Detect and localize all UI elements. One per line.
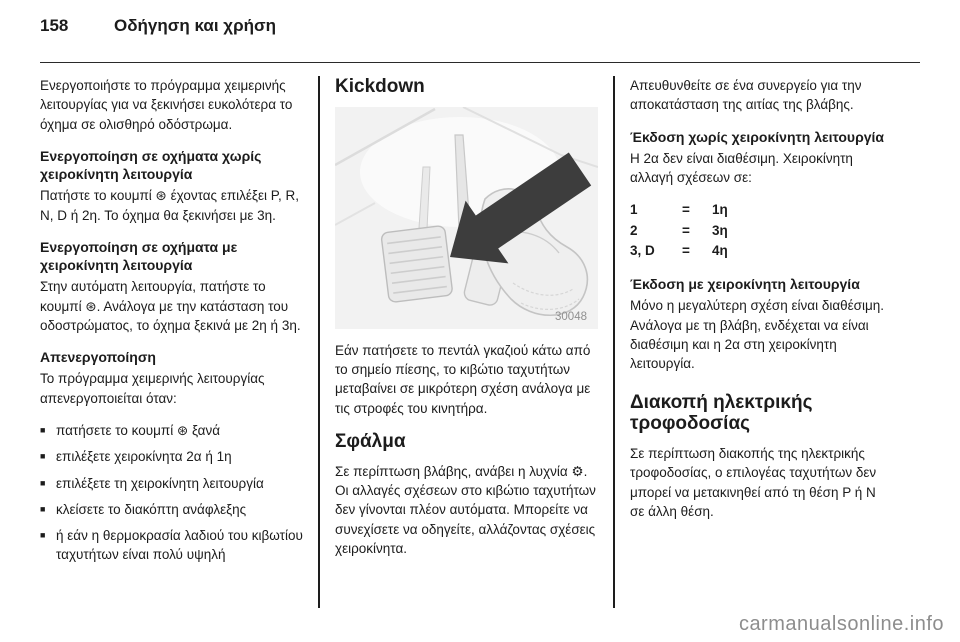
- column-kickdown: [335, 76, 598, 608]
- column-fault-details: [630, 76, 893, 608]
- list-item: [40, 500, 303, 519]
- gear-mapping-table: [630, 200, 893, 261]
- heading-deactivation: Απενεργοποίηση: [40, 349, 156, 366]
- gear-value: 1η: [712, 202, 728, 218]
- selector-position: 1: [630, 202, 638, 218]
- column-divider: [318, 76, 320, 608]
- deactivation-bullet-list: [40, 421, 303, 565]
- square-bullet-icon: ■: [40, 503, 46, 514]
- list-item: [40, 447, 303, 466]
- heading-version-without-manual: Έκδοση χωρίς χειροκίνητη λειτουργία: [630, 128, 885, 145]
- version-without-manual-paragraph: Η 2α δεν είναι διαθέσιμη. Χειροκίνητη αλλαγή σχέσεων σε:: [630, 150, 853, 186]
- equals-sign: =: [682, 222, 690, 238]
- heading-fault: Σφάλμα: [335, 431, 406, 453]
- heading-power-interruption: Διακοπή ηλεκτρικής τροφοδοσίας: [630, 391, 813, 435]
- selector-position: 3, D: [630, 242, 655, 258]
- gear-value: 4η: [712, 242, 728, 258]
- page-number: 158: [40, 16, 69, 35]
- table-row: [630, 200, 893, 220]
- service-paragraph: Απευθυνθείτε σε ένα συνεργείο για την αποκατάσταση της αιτίας της βλάβης.: [630, 78, 862, 113]
- table-row: [630, 221, 893, 241]
- bullet-text: ή εάν η θερμοκρασία λαδιού του κιβωτίου ταχυτήτων είναι πολύ υψηλή: [56, 528, 303, 563]
- header-divider: [40, 62, 920, 63]
- version-with-manual-paragraph: Μόνο η μεγαλύτερη σχέση είναι διαθέσιμη. Ανάλογα με τη βλάβη, ενδέχεται να είναι διαθέσιμη και η 2α στη χειροκίνητη λειτουργία.: [630, 298, 885, 372]
- content-columns: [40, 76, 920, 608]
- column-divider: [613, 76, 615, 608]
- square-bullet-icon: ■: [40, 424, 46, 435]
- bullet-text: επιλέξετε τη χειροκίνητη λειτουργία: [56, 475, 264, 491]
- bullet-text: επιλέξετε χειροκίνητα 2α ή 1η: [56, 449, 232, 465]
- watermark-text: carmanualsonline.info: [738, 613, 944, 635]
- activate-no-manual-paragraph: Πατήστε το κουμπί ⊛ έχοντας επιλέξει P, R, N, D ή 2η. Το όχημα θα ξεκινήσει με 3η.: [40, 188, 299, 223]
- list-item: [40, 526, 303, 565]
- kickdown-pedal-image: [335, 107, 598, 329]
- kickdown-paragraph: Εάν πατήσετε το πεντάλ γκαζιού κάτω από το σημείο πίεσης, το κιβώτιο ταχυτήτων μεταβαίνει σε μικρότερη σχέση ανάλογα με τις στροφές του κινητήρα.: [335, 342, 591, 416]
- table-row: [630, 241, 893, 261]
- list-item: [40, 421, 303, 440]
- figure-number: 30048: [555, 310, 587, 323]
- deactivation-paragraph: Το πρόγραμμα χειμερινής λειτουργίας απενεργοποιείται όταν:: [40, 371, 265, 406]
- square-bullet-icon: ■: [40, 451, 46, 462]
- square-bullet-icon: ■: [40, 530, 46, 541]
- list-item: [40, 474, 303, 493]
- heading-activate-no-manual-mode: Ενεργοποίηση σε οχήματα χωρίς χειροκίνητη λειτουργία: [40, 147, 262, 183]
- heading-activate-with-manual-mode: Ενεργοποίηση σε οχήματα με χειροκίνητη λειτουργία: [40, 238, 238, 274]
- square-bullet-icon: ■: [40, 477, 46, 488]
- chapter-title: Οδήγηση και χρήση: [114, 16, 277, 35]
- column-winter-program: [40, 76, 303, 608]
- activate-with-manual-paragraph: Στην αυτόματη λειτουργία, πατήστε το κουμπί ⊛. Ανάλογα με την κατάσταση του οδοστρώματος, το όχημα ξεκινά με 2η ή 3η.: [40, 279, 301, 333]
- gear-value: 3η: [712, 222, 728, 238]
- bullet-text: κλείσετε το διακόπτη ανάφλεξης: [56, 501, 247, 517]
- winter-intro-paragraph: Ενεργοποιήστε το πρόγραμμα χειμερινής λειτουργίας για να ξεκινήσει ευκολότερα το όχημα σε ολισθηρό οδόστρωμα.: [40, 78, 293, 132]
- selector-position: 2: [630, 222, 638, 238]
- power-interruption-paragraph: Σε περίπτωση διακοπής της ηλεκτρικής τροφοδοσίας, ο επιλογέας ταχυτήτων δεν μπορεί να μετακινηθεί από τη θέση P ή N σε άλλη θέση.: [630, 446, 877, 520]
- fault-paragraph: Σε περίπτωση βλάβης, ανάβει η λυχνία ⚙. Οι αλλαγές σχέσεων στο κιβώτιο ταχυτήτων δεν γίνονται πλέον αυτόματα. Μπορείτε να συνεχίσετε να οδηγείτε, αλλάζοντας σχέσεις χειροκίνητα.: [335, 463, 596, 557]
- page-header: [40, 16, 920, 46]
- heading-version-with-manual: Έκδοση με χειροκίνητη λειτουργία: [630, 276, 860, 293]
- pedal-illustration: [335, 107, 598, 329]
- equals-sign: =: [682, 202, 690, 218]
- bullet-text: πατήσετε το κουμπί ⊛ ξανά: [56, 422, 221, 438]
- equals-sign: =: [682, 242, 690, 258]
- heading-kickdown: Kickdown: [335, 76, 425, 97]
